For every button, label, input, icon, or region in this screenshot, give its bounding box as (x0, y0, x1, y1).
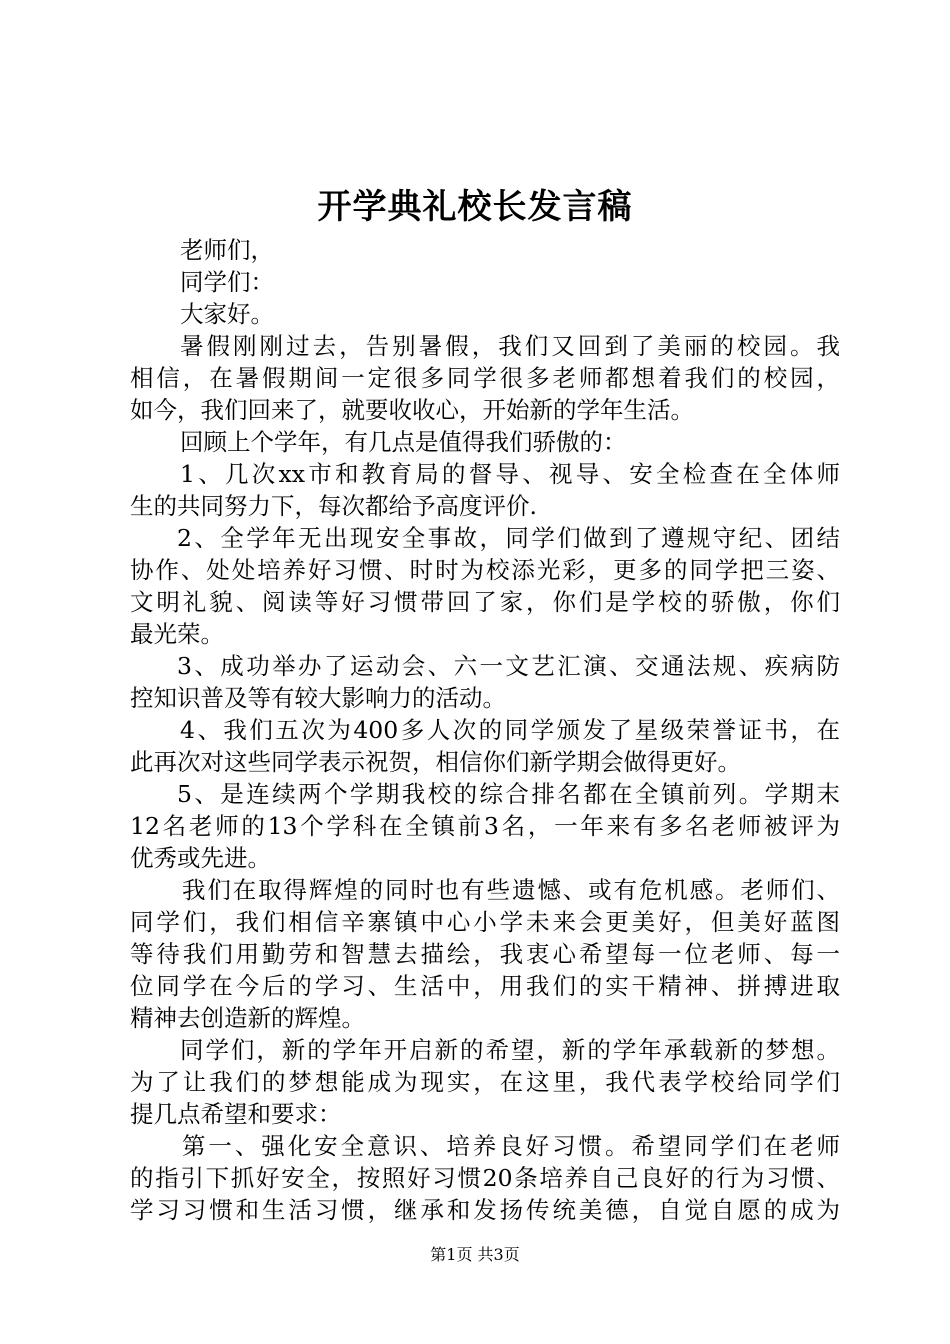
text-line: 老师们， (180, 236, 274, 264)
text-line: 4、我们五次为400多人次的同学颁发了星级荣誉证书，在 (180, 716, 840, 744)
text-line: 5、是连续两个学期我校的综合排名都在全镇前列。学期末 (177, 780, 840, 808)
text-line: 优秀或先进。 (130, 844, 271, 872)
text-line: 同学们，我们相信辛寨镇中心小学未来会更美好，但美好蓝图 (130, 908, 840, 936)
text-line: 同学们： (180, 268, 274, 296)
text-line: 3、成功举办了运动会、六一文艺汇演、交通法规、疾病防 (177, 652, 840, 680)
text-line: 提几点希望和要求： (130, 1100, 342, 1128)
text-line: 生的共同努力下，每次都给予高度评价. (130, 492, 537, 520)
text-line: 的指引下抓好安全，按照好习惯20条培养自己良好的行为习惯、 (130, 1164, 840, 1192)
document-body (130, 234, 840, 1226)
text-line: 同学们，新的学年开启新的希望，新的学年承载新的梦想。 (180, 1036, 840, 1064)
text-line: 此再次对这些同学表示祝贺，相信你们新学期会做得更好。 (130, 748, 741, 776)
text-line: 回顾上个学年，有几点是值得我们骄傲的： (180, 428, 627, 456)
text-line: 12名老师的13个学科在全镇前3名，一年来有多名老师被评为 (130, 812, 840, 840)
text-line: 学习习惯和生活习惯，继承和发扬传统美德，自觉自愿的成为 (130, 1196, 840, 1224)
text-line: 文明礼貌、阅读等好习惯带回了家，你们是学校的骄傲，你们 (130, 588, 840, 616)
text-line: 我们在取得辉煌的同时也有些遗憾、或有危机感。老师们、 (182, 876, 840, 904)
text-line: 精神去创造新的辉煌。 (130, 1004, 365, 1032)
text-line: 等待我们用勤劳和智慧去描绘，我衷心希望每一位老师、每一 (130, 940, 840, 968)
text-line: 协作、处处培养好习惯、时时为校添光彩，更多的同学把三姿、 (130, 556, 840, 584)
text-line: 第一、强化安全意识、培养良好习惯。希望同学们在老师 (182, 1132, 840, 1160)
text-line: 相信，在暑假期间一定很多同学很多老师都想着我们的校园， (130, 364, 840, 392)
text-line: 位同学在今后的学习、生活中，用我们的实干精神、拼搏进取 (130, 972, 840, 1000)
text-line: 为了让我们的梦想能成为现实，在这里，我代表学校给同学们 (130, 1068, 840, 1096)
page-footer: 第1页 共3页 (430, 1245, 520, 1264)
document-title: 开学典礼校长发言稿 (317, 187, 633, 227)
text-line: 暑假刚刚过去，告别暑假，我们又回到了美丽的校园。我 (180, 332, 840, 360)
text-line: 大家好。 (180, 300, 274, 328)
text-line: 如今，我们回来了，就要收收心，开始新的学年生活。 (130, 396, 694, 424)
text-line: 控知识普及等有较大影响力的活动。 (130, 684, 506, 712)
text-line: 2、全学年无出现安全事故，同学们做到了遵规守纪、团结 (177, 524, 840, 552)
text-line: 最光荣。 (130, 620, 224, 648)
text-line: 1、几次xx市和教育局的督导、视导、安全检查在全体师 (180, 460, 840, 488)
